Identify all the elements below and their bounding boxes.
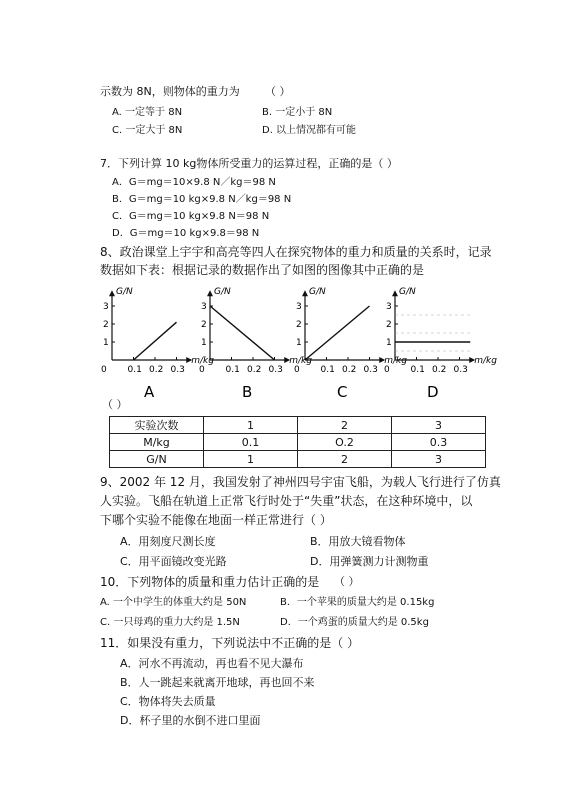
q7-option-d: D．G＝mg＝10 kg×9.8＝98 N	[112, 228, 260, 239]
q9-option-b: B．用放大镜看物体	[310, 535, 406, 548]
table-cell: 0.3	[392, 434, 486, 451]
q10-option-b: B．一个苹果的质量大约是 0.15kg	[280, 597, 435, 608]
q11-option-d: D．杯子里的水倒不进口里面	[120, 714, 261, 727]
y-tick-label: 2	[201, 320, 207, 330]
table-row	[110, 451, 486, 468]
x-axis-title: m/kg	[384, 356, 407, 366]
table-cell: 实验次数	[110, 417, 204, 434]
q9-option-a: A．用刻度尺测长度	[120, 535, 216, 548]
q10-option-c: C. 一只母鸡的重力大约是 1.5N	[100, 617, 240, 628]
graph-label: C	[337, 383, 348, 401]
q8-bracket: （ ）	[102, 398, 128, 411]
q11-stem: 11．如果没有重力，下列说法中不正确的是（ ）	[100, 636, 360, 650]
table-cell: G/N	[110, 451, 204, 468]
graph-label: D	[427, 383, 439, 401]
table-cell: O.2	[298, 434, 392, 451]
y-tick-label: 1	[201, 338, 207, 348]
x-axis-title: m/kg	[191, 356, 214, 366]
table-cell: 3	[392, 451, 486, 468]
x-axis-title: m/kg	[474, 356, 497, 366]
x-tick-label: 0.2	[149, 365, 164, 375]
y-tick-label: 3	[296, 302, 302, 312]
x-tick-label: 0.3	[363, 365, 378, 375]
q7-option-c: C．G＝mg＝10 kg×9.8 N＝98 N	[112, 211, 270, 222]
q11-option-a: A．河水不再流动，再也看不见大瀑布	[120, 657, 304, 670]
q8-line2: 数据如下表：根据记录的数据作出了如图的图像其中正确的是	[100, 263, 425, 277]
q-prev-option-b: B. 一定小于 8N	[262, 107, 333, 118]
q7-option-a: A．G＝mg＝10×9.8 N／kg＝98 N	[112, 177, 276, 188]
table-cell: 3	[392, 417, 486, 434]
table-cell: 2	[298, 451, 392, 468]
table-cell: 0.1	[204, 434, 298, 451]
q9-line3: 下哪个实验不能像在地面一样正常进行（ ）	[100, 513, 332, 527]
y-axis-title: G/N	[309, 287, 326, 298]
y-tick-label: 3	[386, 302, 392, 312]
q-prev-stem: 示数为 8N，则物体的重力为	[100, 85, 240, 98]
x-tick-label: 0.3	[453, 365, 468, 375]
x-tick-label: 0.1	[410, 365, 425, 375]
table-row	[110, 417, 486, 434]
q9-line2: 人实验。飞船在轨道上正常飞行时处于“失重”状态，在这种环境中，以	[100, 494, 473, 508]
q8-line1: 8、政治课堂上宇宇和高亮等四人在探究物体的重力和质量的关系时，记录	[100, 245, 492, 259]
x-tick-label: 0.1	[225, 365, 240, 375]
q7-option-b: B．G＝mg＝10 kg×9.8 N／kg＝98 N	[112, 194, 292, 205]
x-tick-label: 0.2	[432, 365, 447, 375]
y-tick-label: 3	[103, 302, 109, 312]
y-tick-label: 2	[296, 320, 302, 330]
table-cell: 2	[298, 417, 392, 434]
q10-option-a: A. 一个中学生的体重大约是 50N	[100, 597, 247, 608]
y-axis-title: G/N	[399, 287, 416, 298]
data-line	[305, 306, 370, 360]
table-row	[110, 434, 486, 451]
x-tick-label: 0	[294, 365, 300, 375]
q9-option-c: C．用平面镜改变光路	[120, 555, 227, 568]
y-tick-label: 1	[386, 338, 392, 348]
y-tick-label: 1	[296, 338, 302, 348]
q8-data-table	[109, 416, 486, 468]
x-tick-label: 0.1	[127, 365, 142, 375]
y-tick-label: 1	[103, 338, 109, 348]
q-prev-option-c: C. 一定大于 8N	[112, 125, 183, 136]
graph-label: A	[144, 383, 155, 401]
q11-option-c: C．物体将失去质量	[120, 695, 216, 708]
data-line	[134, 322, 177, 360]
q10-stem: 10．下列物体的质量和重力估计正确的是	[100, 575, 320, 589]
y-tick-label: 2	[103, 320, 109, 330]
y-axis-title: G/N	[214, 287, 231, 298]
y-axis-arrow	[302, 290, 308, 296]
y-axis-arrow	[207, 290, 213, 296]
q-prev-bracket: （ ）	[265, 85, 291, 98]
x-tick-label: 0	[101, 365, 107, 375]
q9-option-d: D．用弹簧测力计测物重	[310, 555, 429, 568]
y-axis-arrow	[109, 290, 115, 296]
x-tick-label: 0.3	[170, 365, 185, 375]
q-prev-option-a: A. 一定等于 8N	[112, 107, 183, 118]
graph-label: B	[242, 383, 253, 401]
x-axis-title: m/kg	[289, 356, 312, 366]
table-cell: 1	[204, 417, 298, 434]
y-axis-arrow	[392, 290, 398, 296]
x-tick-label: 0	[384, 365, 390, 375]
x-tick-label: 0	[199, 365, 205, 375]
x-tick-label: 0.2	[342, 365, 357, 375]
q11-option-b: B．人一跳起来就离开地球，再也回不来	[120, 676, 315, 689]
x-tick-label: 0.3	[268, 365, 283, 375]
y-axis-title: G/N	[116, 287, 133, 298]
x-tick-label: 0.1	[320, 365, 335, 375]
q-prev-option-d: D. 以上情况都有可能	[262, 125, 357, 136]
q10-bracket: （ ）	[334, 575, 360, 588]
x-tick-label: 0.2	[247, 365, 262, 375]
q10-option-d: D．一个鸡蛋的质量大约是 0.5kg	[280, 617, 429, 628]
table-cell: 1	[204, 451, 298, 468]
table-cell: M/kg	[110, 434, 204, 451]
q7-stem: 7．下列计算 10 kg物体所受重力的运算过程，正确的是（ ）	[100, 157, 398, 170]
y-tick-label: 2	[386, 320, 392, 330]
data-line	[210, 306, 275, 360]
q9-line1: 9、2002 年 12 月，我国发射了神州四号宇宙飞船，为载人飞行进行了仿真	[100, 475, 501, 489]
y-tick-label: 3	[201, 302, 207, 312]
